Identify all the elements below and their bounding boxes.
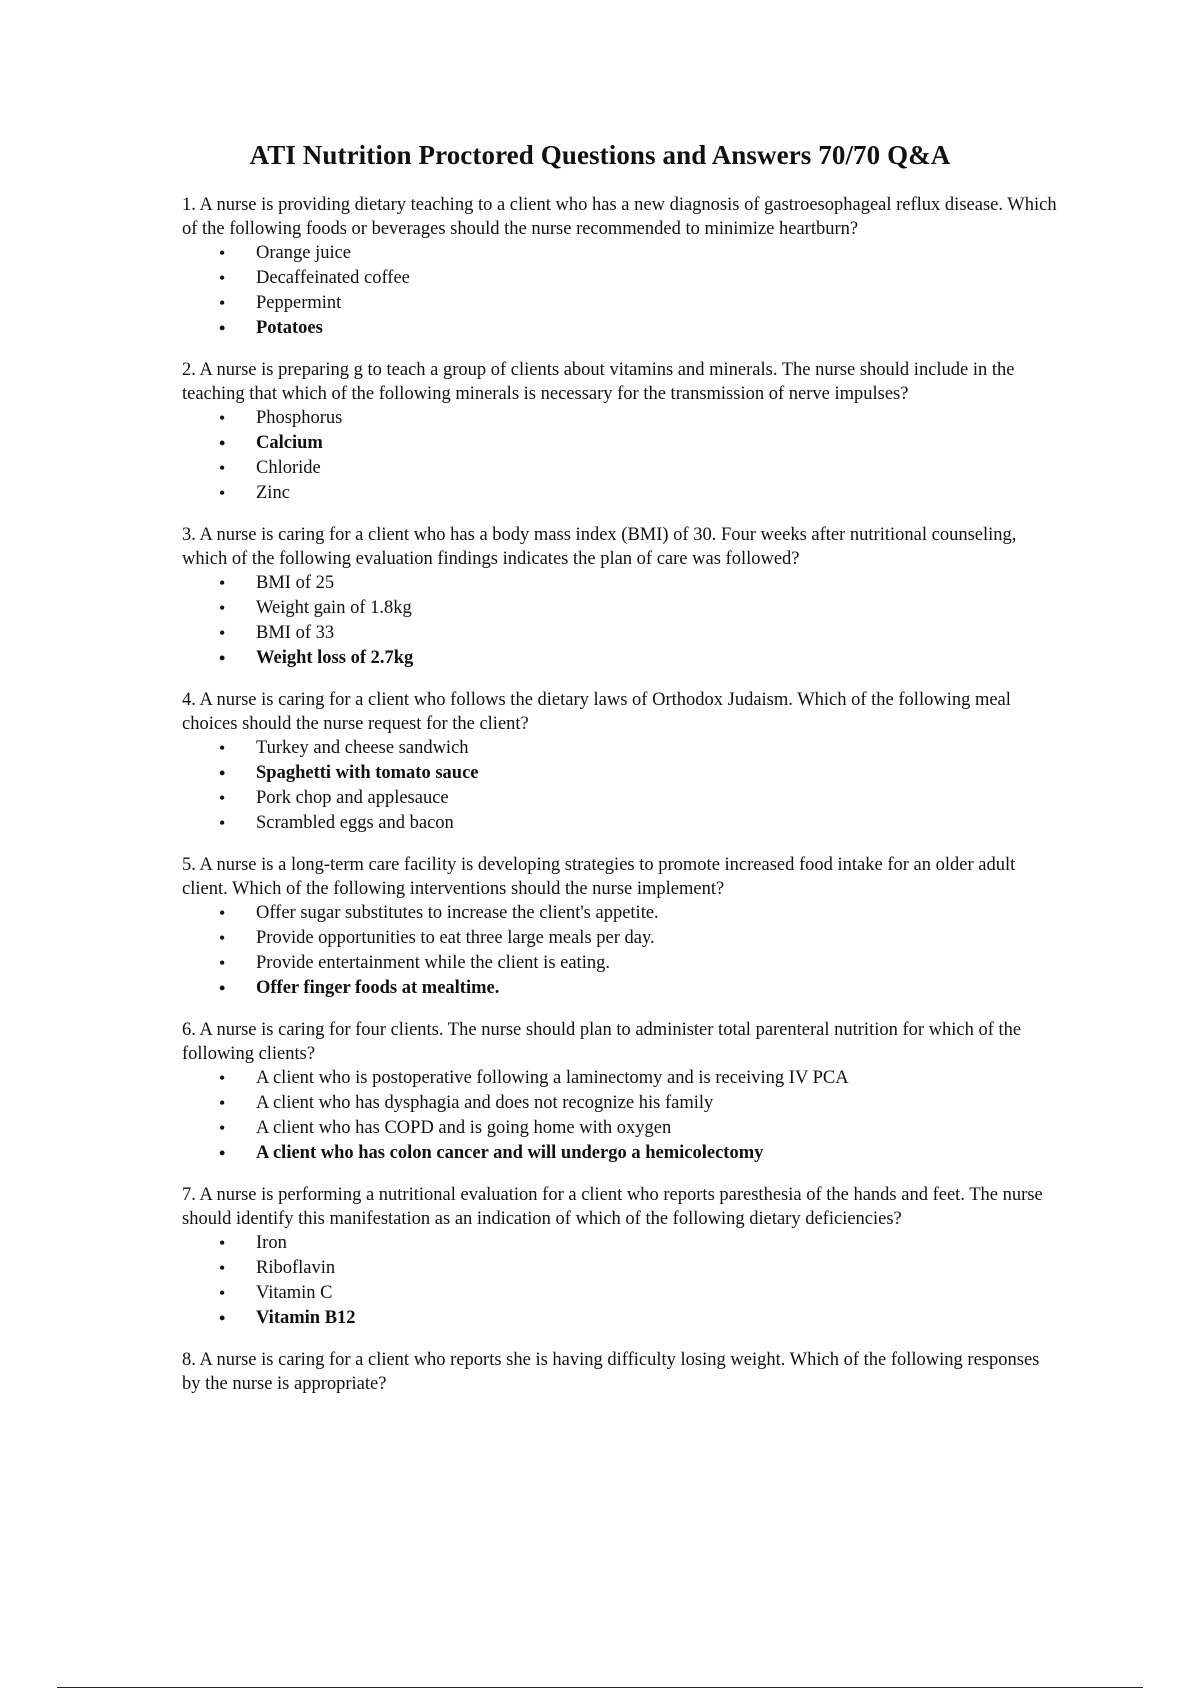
option-list [182,901,1062,1001]
question-text: 4. A nurse is caring for a client who follows the dietary laws of Orthodox Judaism. Which of the following meal choices should the nurse request for the client? [182,690,1011,734]
document-title: ATI Nutrition Proctored Questions and Answers 70/70 Q&A [249,140,951,170]
question-list [182,193,1062,1413]
option-item: • Iron [219,1231,1062,1256]
correct-answer: • Calcium [219,431,1062,456]
correct-answer: • Offer finger foods at mealtime. [219,976,1062,1001]
option-item: • Turkey and cheese sandwich [219,736,1062,761]
footer-divider [57,1687,1143,1688]
option-list [182,406,1062,506]
option-item: • Scrambled eggs and bacon [219,811,1062,836]
option-item: • Pork chop and applesauce [219,786,1062,811]
option-item: • Provide opportunities to eat three large meals per day. [219,926,1062,951]
option-item: • BMI of 33 [219,621,1062,646]
question-text: 7. A nurse is performing a nutritional evaluation for a client who reports paresthesia of the hands and feet. The nurse should identify this manifestation as an indication of which of the following dietary deficiencies? [182,1185,1043,1229]
option-item: • Peppermint [219,291,1062,316]
correct-answer: • Spaghetti with tomato sauce [219,761,1062,786]
correct-answer: • Potatoes [219,316,1062,341]
option-item: • Offer sugar substitutes to increase the client's appetite. [219,901,1062,926]
question-text: 6. A nurse is caring for four clients. The nurse should plan to administer total parenteral nutrition for which of the following clients? [182,1020,1022,1064]
option-item: • A client who has dysphagia and does not recognize his family [219,1091,1062,1116]
option-item: • Orange juice [219,241,1062,266]
question-4 [182,688,1062,836]
question-text: 2. A nurse is preparing g to teach a group of clients about vitamins and minerals. The nurse should include in the teaching that which of the following minerals is necessary for the transmission of nerve impulses? [182,360,1015,404]
option-list [182,736,1062,836]
question-3 [182,523,1062,671]
option-list [182,241,1062,341]
option-list [182,1066,1062,1166]
option-list [182,1231,1062,1331]
correct-answer: • A client who has colon cancer and will undergo a hemicolectomy [219,1141,1062,1166]
option-item: • Vitamin C [219,1281,1062,1306]
option-item: • A client who has COPD and is going home with oxygen [219,1116,1062,1141]
option-item: • Weight gain of 1.8kg [219,596,1062,621]
option-item: • Chloride [219,456,1062,481]
option-item: • Provide entertainment while the client is eating. [219,951,1062,976]
option-item: • Zinc [219,481,1062,506]
question-1 [182,193,1062,341]
question-text: 1. A nurse is providing dietary teaching to a client who has a new diagnosis of gastroesophageal reflux disease. Which of the following foods or beverages should the nurse recommended to minimize heartburn? [182,195,1057,239]
option-list [182,571,1062,671]
correct-answer: • Weight loss of 2.7kg [219,646,1062,671]
question-text: 5. A nurse is a long-term care facility is developing strategies to promote increased food intake for an older adult client. Which of the following interventions should the nurse implement? [182,855,1016,899]
question-text: 3. A nurse is caring for a client who has a body mass index (BMI) of 30. Four weeks after nutritional counseling, which of the following evaluation findings indicates the plan of care was followed? [182,525,1017,569]
correct-answer: • Vitamin B12 [219,1306,1062,1331]
question-2 [182,358,1062,506]
option-item: • BMI of 25 [219,571,1062,596]
question-6 [182,1018,1062,1166]
question-8 [182,1348,1062,1396]
question-5 [182,853,1062,1001]
option-item: • A client who is postoperative following a laminectomy and is receiving IV PCA [219,1066,1062,1091]
option-item: • Decaffeinated coffee [219,266,1062,291]
option-item: • Riboflavin [219,1256,1062,1281]
question-7 [182,1183,1062,1331]
option-item: • Phosphorus [219,406,1062,431]
question-text: 8. A nurse is caring for a client who reports she is having difficulty losing weight. Which of the following responses by the nurse is appropriate? [182,1350,1040,1394]
